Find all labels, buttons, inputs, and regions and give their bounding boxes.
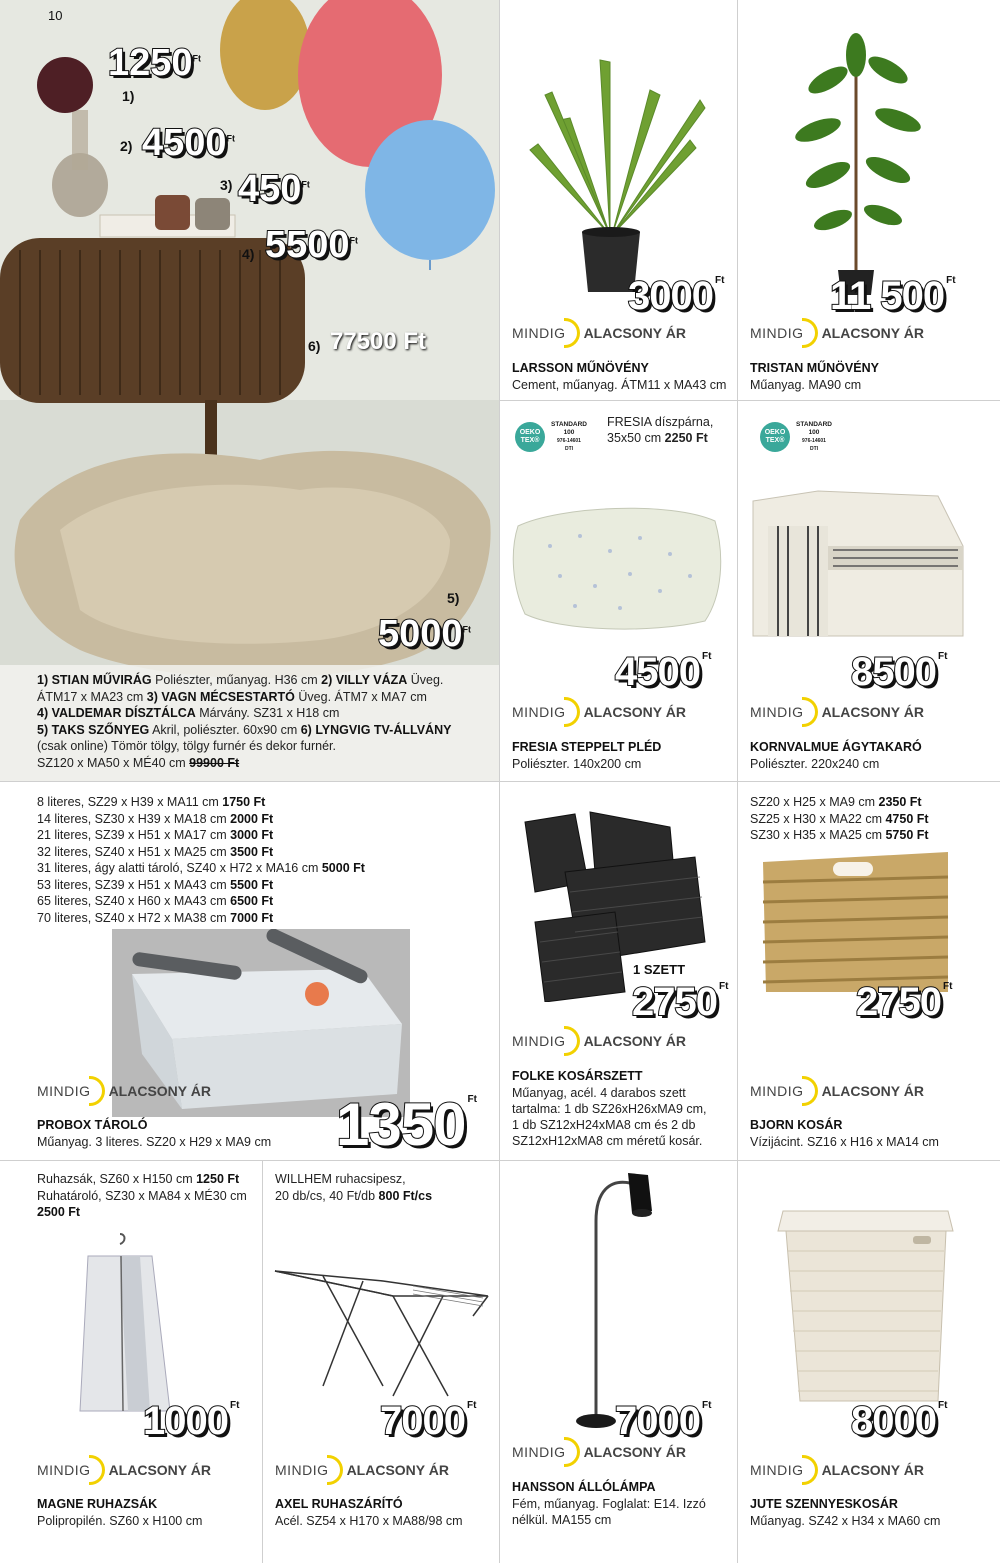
hansson-price: 7000 $^{Ft}$ — [615, 1399, 712, 1443]
grid-divider — [500, 400, 1000, 401]
jute-desc: Műanyag. SZ42 x H34 x MA60 cm — [750, 1514, 941, 1528]
bjorn-price: 2750 $^{Ft}$ — [856, 980, 953, 1024]
axel-price: 7000 $^{Ft}$ — [380, 1399, 477, 1443]
hero-price-1: $1250^{Ft}$ — [108, 42, 202, 84]
product-hansson — [500, 1161, 737, 1563]
hero-price-6: 77500 Ft — [330, 328, 427, 355]
hero-label-3: 3) — [220, 177, 233, 193]
page-number: 10 — [48, 8, 63, 23]
product-axel — [263, 1161, 499, 1563]
magne-title: MAGNE RUHAZSÁK — [37, 1497, 158, 1511]
probox-title: PROBOX TÁROLÓ — [37, 1118, 148, 1132]
folke-desc: Műanyag, acél. 4 darabos szett tartalma: 1 db SZ26xH26xMA9 cm, 1 db SZ12xH24xMA8 cm és 2 db SZ12xH12xMA8 cm méretű kosár. — [512, 1086, 707, 1148]
kornval-price: 8500 $^{Ft}$ — [851, 650, 948, 694]
mindig-logo: MINDIG ALACSONY ÁR — [750, 1455, 924, 1485]
magne-desc: Polipropilén. SZ60 x H100 cm — [37, 1514, 203, 1528]
mindig-logo: MINDIG ALACSONY ÁR — [512, 1437, 686, 1467]
mindig-logo: MINDIG ALACSONY ÁR — [512, 318, 686, 348]
garment-bag-image — [0, 1226, 262, 1426]
folke-title: FOLKE KOSÁRSZETT — [512, 1069, 643, 1083]
kornval-title: KORNVALMUE ÁGYTAKARÓ — [750, 740, 922, 754]
fresia-price: 4500 $^{Ft}$ — [615, 650, 712, 694]
grid-divider — [0, 781, 1000, 782]
bjorn-size-row: SZ25 x H30 x MA22 cm 4750 Ft — [750, 811, 929, 826]
oeko-tex-badge: OEKO TEX® STANDARD 100 976-14601 DTI — [760, 421, 832, 453]
basket-set-image — [500, 802, 737, 1002]
folke-set-label: 1 SZETT — [633, 962, 686, 977]
mindig-logo: MINDIG ALACSONY ÁR — [512, 697, 686, 727]
tristan-title: TRISTAN MŰNÖVÉNY — [750, 361, 879, 375]
larsson-price: 3000 $^{Ft}$ — [628, 274, 725, 318]
probox-size-row: 8 literes, SZ29 x H39 x MA11 cm 1750 Ft — [37, 795, 266, 809]
tristan-price: 11 500 $^{Ft}$ — [830, 274, 956, 318]
grid-divider — [262, 1161, 263, 1563]
product-bjorn — [738, 782, 1000, 1160]
plant-image — [738, 0, 1000, 300]
hansson-desc: Fém, műanyag. Foglalat: E14. Izzó nélkül. MA155 cm — [512, 1497, 706, 1527]
grid-divider — [0, 1160, 1000, 1161]
probox-size-row: 53 literes, SZ39 x H51 x MA43 cm 5500 Ft — [37, 877, 274, 892]
bjorn-size-row: SZ30 x H35 x MA25 cm 5750 Ft — [750, 828, 929, 842]
bjorn-size-row: SZ20 x H25 x MA9 cm 2350 Ft — [750, 795, 922, 809]
mindig-logo: MINDIG ALACSONY ÁR — [37, 1076, 211, 1106]
axel-title: AXEL RUHASZÁRÍTÓ — [275, 1497, 403, 1511]
bjorn-size-list — [750, 794, 929, 844]
probox-size-row: 65 literes, SZ40 x H60 x MA43 cm 6500 Ft — [37, 894, 274, 908]
magne-price: 1000 $^{Ft}$ — [143, 1399, 240, 1443]
folke-price: 2750 $^{Ft}$ — [632, 980, 729, 1024]
tristan-desc: Műanyag. MA90 cm — [750, 378, 862, 392]
product-jute — [738, 1161, 1000, 1563]
wicker-basket-image — [738, 842, 1000, 1002]
fresia-pillow-text: FRESIA díszpárna, 35x50 cm 2250 Ft — [607, 415, 714, 445]
larsson-title: LARSSON MŰNÖVÉNY — [512, 361, 649, 375]
blanket-image — [500, 496, 737, 636]
hero-price-5: $5000^{Ft}$ — [378, 613, 472, 655]
probox-price: 1350 $^{Ft}$ — [336, 1091, 477, 1158]
hansson-title: HANSSON ÁLLÓLÁMPA — [512, 1480, 656, 1494]
magne-options: Ruhazsák, SZ60 x H150 cm 1250 Ft Ruhatároló, SZ30 x MA84 x MÉ30 cm 2500 Ft — [37, 1172, 247, 1219]
probox-size-row: 14 literes, SZ30 x H39 x MA18 cm 2000 Ft — [37, 811, 274, 826]
probox-desc: Műanyag. 3 literes. SZ20 x H29 x MA9 cm — [37, 1135, 272, 1149]
product-tristan — [738, 0, 1000, 400]
larsson-desc: Cement, műanyag. ÁTM11 x MA43 cm — [512, 378, 727, 392]
probox-size-row: 32 literes, SZ40 x H51 x MA25 cm 3500 Ft — [37, 844, 274, 859]
oeko-tex-badge: OEKO TEX® STANDARD 100 976-14601 DTI — [515, 421, 587, 453]
hero-label-4: 4) — [242, 246, 255, 262]
product-kornvalmue — [738, 401, 1000, 781]
fresia-desc: Poliészter. 140x200 cm — [512, 757, 642, 771]
bjorn-desc: Vízijácint. SZ16 x H16 x MA14 cm — [750, 1135, 939, 1149]
probox-size-row: 31 literes, ágy alatti tároló, SZ40 x H72 x MA16 cm 5000 Ft — [37, 861, 365, 875]
mindig-logo: MINDIG ALACSONY ÁR — [512, 1026, 686, 1056]
probox-size-row: 70 literes, SZ40 x H72 x MA38 cm 7000 Ft — [37, 910, 274, 925]
product-folke — [500, 782, 737, 1160]
axel-clothespin-offer: WILLHEM ruhacsipesz, 20 db/cs, 40 Ft/db 800 Ft/cs — [275, 1172, 433, 1203]
bedspread-image — [738, 486, 1000, 646]
product-probox — [0, 782, 499, 1160]
mindig-logo: MINDIG ALACSONY ÁR — [750, 318, 924, 348]
hero-illustration — [0, 0, 499, 781]
probox-size-list — [37, 794, 365, 926]
hero-price-4: $5500^{Ft}$ — [265, 224, 359, 266]
kornval-desc: Poliészter. 220x240 cm — [750, 757, 880, 771]
mindig-logo: MINDIG ALACSONY ÁR — [750, 1076, 924, 1106]
mindig-logo: MINDIG ALACSONY ÁR — [275, 1455, 449, 1485]
mindig-logo: MINDIG ALACSONY ÁR — [750, 697, 924, 727]
hero-label-1: 1) — [122, 88, 135, 104]
axel-desc: Acél. SZ54 x H170 x MA88/98 cm — [275, 1514, 463, 1528]
jute-price: 8000 $^{Ft}$ — [851, 1399, 948, 1443]
bjorn-title: BJORN KOSÁR — [750, 1118, 843, 1132]
hero-section — [0, 0, 499, 781]
fresia-title: FRESIA STEPPELT PLÉD — [512, 740, 662, 754]
product-fresia — [500, 401, 737, 781]
probox-size-row: 21 literes, SZ39 x H51 x MA17 cm 3000 Ft — [37, 828, 274, 842]
hero-label-2: 2) — [120, 138, 133, 154]
hero-description: 1) STIAN MŰVIRÁG Poliészter, műanyag. H36 cm 2) VILLY VÁZA Üveg. ÁTM17 x MA23 cm 3) VAGN MÉCSESTARTÓ Üveg. ÁTM7 x MA7 cm 4) VALDEMAR DÍSZTÁLCA Márvány. SZ31 x H18 cm 5) TAKS SZŐNYEG Akril, poliészter. 60x90 cm 6) LYNGVIG TV-ÁLLVÁNY (csak online) Tömör tölgy, tölgy furnér és dekor furnér. SZ120 x MA50 x MÉ40 cm 99900 Ft — [37, 673, 452, 770]
product-larsson — [500, 0, 737, 400]
hero-label-5: 5) — [447, 590, 460, 606]
jute-title: JUTE SZENNYESKOSÁR — [750, 1497, 898, 1511]
mindig-logo: MINDIG ALACSONY ÁR — [37, 1455, 211, 1485]
product-magne — [0, 1161, 262, 1563]
hero-label-6: 6) — [308, 338, 321, 354]
plant-image — [500, 0, 737, 300]
hero-price-2: $4500^{Ft}$ — [142, 122, 236, 164]
hero-price-3: $450^{Ft}$ — [238, 168, 310, 210]
